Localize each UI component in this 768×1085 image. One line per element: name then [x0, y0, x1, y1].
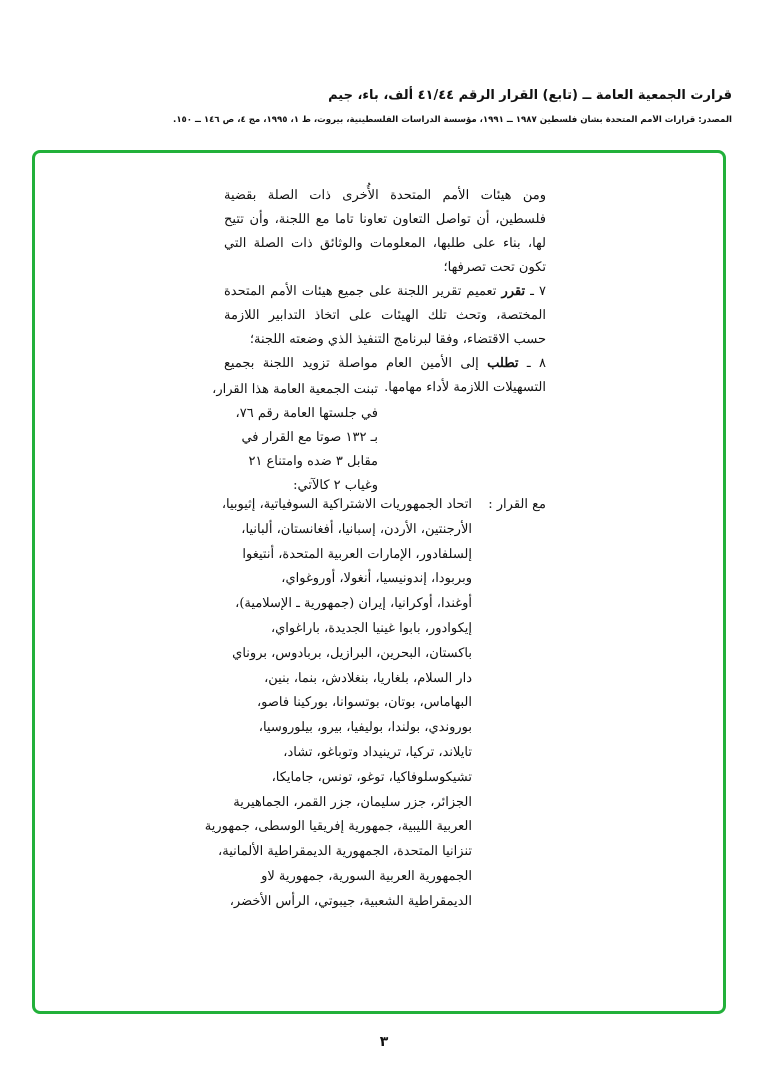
- country-line: تنزانيا المتحدة، الجمهورية الديمقراطية الألمانية،: [218, 844, 472, 860]
- paragraph-continuation: ومن هيئات الأمم المتحدة الأُخرى ذات الصلة بقضية فلسطين، أن تواصل التعاون تعاونا تاما مع اللجنة، وأن تتيح لها، بناء على طلبها، المعلومات والوثائق ذات الصلة التي تكون تحت تصرفها؛: [224, 188, 546, 275]
- paragraph-number: ٨ ـ: [526, 356, 546, 371]
- country-line: البهاماس، بوتان، بوتسوانا، بوركينا فاصو،: [256, 695, 472, 711]
- country-line: الأرجنتين، الأردن، إسبانيا، أفغانستان، ألبانيا،: [241, 521, 472, 537]
- country-line: وبربودا، إندونيسيا، أنغولا، أوروغواي،: [281, 571, 472, 587]
- paragraph-body: إلى الأمين العام مواصلة تزويد اللجنة بجميع التسهيلات اللازمة لأداء مهامها.: [224, 356, 546, 395]
- country-line: الجمهورية العربية السورية، جمهورية لاو: [261, 868, 472, 884]
- votes-for-label: مع القرار :: [488, 497, 546, 512]
- country-line: بوروندي، بولندا، بوليفيا، بيرو، بيلوروسيا،: [258, 720, 472, 736]
- country-line: الديمقراطية الشعبية، جيبوتي، الرأس الأخضر،: [229, 893, 472, 909]
- operative-verb: تطلب: [487, 356, 519, 371]
- votes-for-list: [204, 493, 472, 915]
- adoption-line: تبنت الجمعية العامة هذا القرار،: [212, 382, 378, 397]
- country-line: باكستان، البحرين، البرازيل، بربادوس، بروناي: [232, 645, 472, 661]
- paragraph-body: تعميم تقرير اللجنة على جميع هيئات الأمم المتحدة المختصة، وتحث تلك الهيئات على اتخاذ التدابير اللازمة حسب الاقتضاء، وفقا لبرنامج التنفيذ الذي وضعته اللجنة؛: [224, 284, 546, 347]
- document-title: قرارت الجمعية العامة ــ (تابع) القرار الرقم ٤١/٤٤ ألف، باء، جيم: [328, 88, 732, 103]
- adoption-line: وغياب ٢ كالآتي:: [293, 478, 378, 493]
- country-line: دار السلام، بلغاريا، بنغلادش، بنما، بنين،: [264, 670, 472, 686]
- country-line: تشيكوسلوفاكيا، توغو، تونس، جامايكا،: [271, 769, 472, 785]
- country-line: إيكوادور، بابوا غينيا الجديدة، باراغواي،: [270, 620, 472, 636]
- paragraph-number: ٧ ـ: [530, 284, 546, 299]
- country-line: العربية الليبية، جمهورية إفريقيا الوسطى، جمهورية: [204, 819, 472, 835]
- country-line: اتحاد الجمهوريات الاشتراكية السوفياتية، إثيوبيا،: [221, 497, 472, 512]
- adoption-line: بـ ١٣٢ صوتا مع القرار في: [241, 430, 378, 445]
- adoption-note: [208, 378, 378, 498]
- page-number: ٣: [379, 1034, 389, 1050]
- adoption-line: مقابل ٣ ضده وامتناع ٢١: [248, 454, 378, 469]
- resolution-text: [224, 184, 546, 400]
- country-line: أوغندا، أوكرانيا، إيران (جمهورية ـ الإسلامية)،: [235, 596, 472, 612]
- adoption-line: في جلستها العامة رقم ٧٦،: [235, 406, 378, 421]
- country-line: الجزائر، جزر سليمان، جزر القمر، الجماهيرية: [233, 794, 472, 810]
- country-line: تايلاند، تركيا، ترينيداد وتوباغو، تشاد،: [283, 744, 472, 760]
- country-line: إلسلفادور، الإمارات العربية المتحدة، أنتيغوا: [242, 546, 472, 562]
- paragraph-7: [224, 280, 546, 352]
- operative-verb: تقرر: [501, 284, 526, 299]
- source-citation: المصدر: قرارات الأمم المتحدة بشأن فلسطين ١٩٨٧ ــ ١٩٩١، مؤسسة الدراسات الفلسطينية، بيروت، ط ١، ١٩٩٥، مج ٤، ص ١٤٦ ــ ١٥٠.: [173, 115, 732, 125]
